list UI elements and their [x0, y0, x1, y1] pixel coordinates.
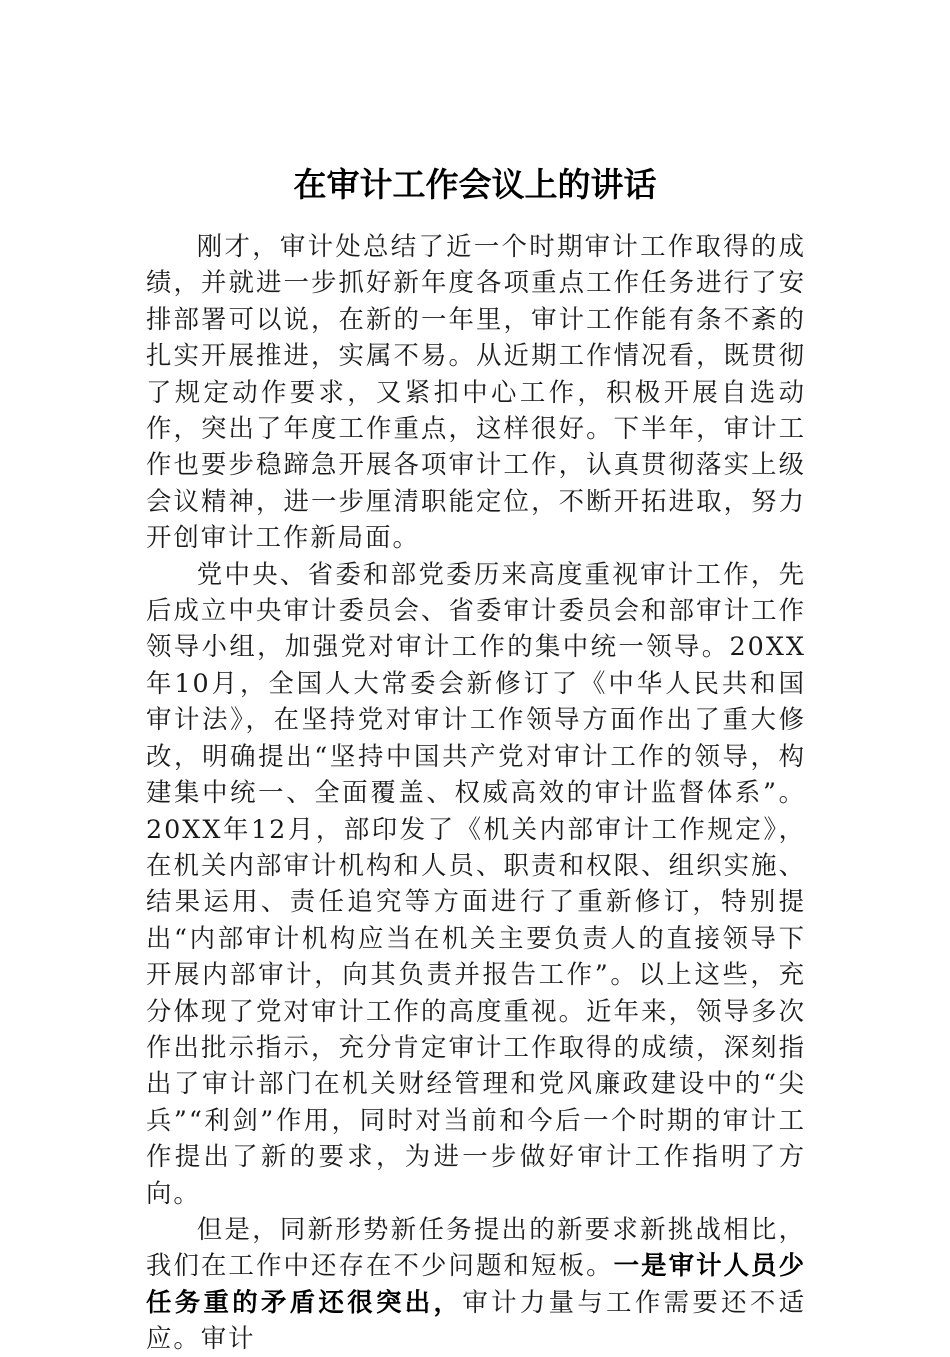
paragraph-3 [146, 1211, 806, 1357]
document-body [146, 228, 806, 1357]
paragraph-2: 党中央、省委和部党委历来高度重视审计工作，先后成立中央审计委员会、省委审计委员会和部审计工作领导小组，加强党对审计工作的集中统一领导。20XX年10月，全国人大常委会新修订了《中华人民共和国审计法》，在坚持党对审计工作领导方面作出了重大修改，明确提出“坚持中国共产党对审计工作的领导，构建集中统一、全面覆盖、权威高效的审计监督体系”。20XX年12月，部印发了《机关内部审计工作规定》，在机关内部审计机构和人员、职责和权限、组织实施、结果运用、责任追究等方面进行了重新修订，特别提出“内部审计机构应当在机关主要负责人的直接领导下开展内部审计，向其负责并报告工作”。以上这些，充分体现了党对审计工作的高度重视。近年来，领导多次作出批示指示，充分肯定审计工作取得的成绩，深刻指出了审计部门在机关财经管理和党风廉政建设中的“尖兵”“利剑”作用，同时对当前和今后一个时期的审计工作提出了新的要求，为进一步做好审计工作指明了方向。 [146, 558, 806, 1208]
paragraph-3-intro: 但是，同新形势新任务提出的新要求新挑战相比，我们在工作中还存在不少问题和短板。 [146, 1213, 806, 1281]
paragraph-1: 刚才，审计处总结了近一个时期审计工作取得的成绩，并就进一步抓好新年度各项重点工作任务进行了安排部署可以说，在新的一年里，审计工作能有条不紊的扎实开展推进，实属不易。从近期工作情况看，既贯彻了规定动作要求，又紧扣中心工作，积极开展自选动作，突出了年度工作重点，这样很好。下半年，审计工作也要步稳蹄急开展各项审计工作，认真贯彻落实上级会议精神，进一步厘清职能定位，不断开拓进取，努力开创审计工作新局面。 [146, 231, 806, 553]
paragraph-3-continuation: 审计力量与工作需要还不适应。审计 [146, 1286, 807, 1354]
document-title: 在审计工作会议上的讲话 [293, 165, 657, 204]
paragraph-3-bold-point: 一是审计人员少任务重的矛盾还很突出， [146, 1250, 807, 1317]
